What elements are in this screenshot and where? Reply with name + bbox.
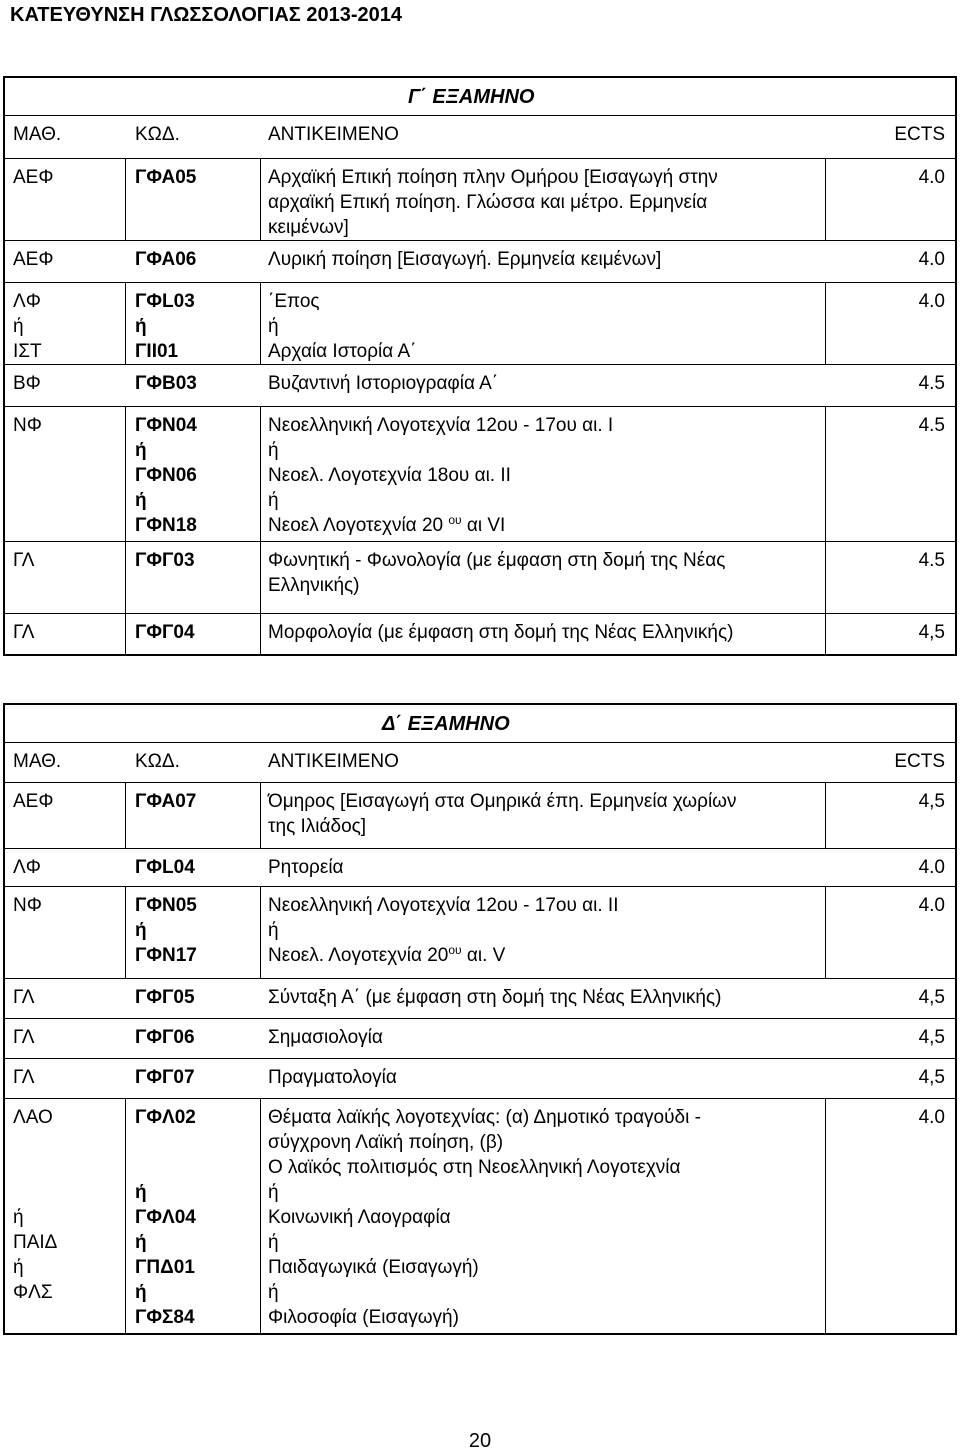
- table-row: [5, 849, 955, 887]
- column-divider: [260, 159, 261, 240]
- column-divider: [125, 887, 126, 978]
- course-title-cell-line: Πραγματολογία: [268, 1067, 397, 1088]
- column-divider: [260, 783, 261, 848]
- course-code-cell-line: ή: [135, 440, 147, 461]
- course-code-cell-line: ΓΦΑ06: [135, 249, 197, 270]
- course-code-cell-line: ή: [135, 1232, 147, 1253]
- course-title-cell-line: Παιδαγωγικά (Εισαγωγή): [268, 1257, 479, 1278]
- course-code-cell-line: ΓΦΓ06: [135, 1027, 195, 1048]
- ects-cell: 4.0: [918, 249, 945, 270]
- course-code-cell: [135, 371, 255, 396]
- header-title: ΑΝΤΙΚΕΙΜΕΝΟ: [268, 751, 399, 772]
- course-title-cell: [268, 371, 808, 396]
- course-title-cell: [268, 1105, 808, 1330]
- subject-area-cell-line: ΓΛ: [13, 1067, 35, 1088]
- course-code-cell-line: [135, 1130, 255, 1155]
- course-title-cell-line: [268, 943, 808, 968]
- course-code-cell-line: ΓΦΝ18: [135, 515, 197, 536]
- table-row: [5, 241, 955, 283]
- ects-cell: 4,5: [918, 1027, 945, 1048]
- subject-area-cell-line: ΓΛ: [13, 550, 35, 571]
- column-divider: [825, 1099, 826, 1333]
- course-code-cell-line: ή: [135, 316, 147, 337]
- subject-area-cell-line: ΙΣΤ: [13, 341, 42, 362]
- semester-title: Δ΄ ΕΞΑΜΗΝΟ: [382, 713, 510, 735]
- ects-cell: 4,5: [918, 622, 945, 643]
- subject-area-cell: [13, 413, 123, 438]
- column-divider: [125, 407, 126, 541]
- header-code: ΚΩΔ.: [135, 124, 180, 145]
- column-divider: [125, 159, 126, 240]
- course-title-cell: [268, 165, 808, 240]
- column-divider: [825, 783, 826, 848]
- course-title-cell-line: Όμηρος [Εισαγωγή στα Ομηρικά έπη. Ερμηνεία χωρίων: [268, 791, 737, 812]
- column-divider: [825, 887, 826, 978]
- subject-area-cell-line: [13, 1155, 123, 1180]
- course-code-cell-line: ΓΦΑ05: [135, 167, 197, 188]
- course-code-cell: [135, 289, 255, 364]
- course-code-cell: [135, 789, 255, 814]
- course-code-cell-line: ΓΦΒ03: [135, 373, 197, 394]
- course-title-cell-line: Ο λαϊκός πολιτισμός στη Νεοελληνική Λογοτεχνία: [268, 1157, 681, 1178]
- subject-area-cell-line: ή: [13, 1207, 24, 1228]
- subject-area-cell: [13, 247, 123, 272]
- course-code-cell: [135, 985, 255, 1010]
- title-text: Νεοελ Λογοτεχνία 20: [268, 515, 449, 536]
- subject-area-cell: [13, 893, 123, 918]
- table-row: [5, 1019, 955, 1059]
- page-number: 20: [468, 1430, 492, 1452]
- subject-area-cell-line: [13, 1180, 123, 1205]
- column-divider: [825, 614, 826, 654]
- course-title-cell-line: Αρχαϊκή Επική ποίηση πλην Ομήρου [Εισαγωγή στην: [268, 167, 718, 188]
- ects-cell: 4,5: [918, 1067, 945, 1088]
- ects-cell: 4.0: [918, 291, 945, 312]
- subject-area-cell-line: ΝΦ: [13, 415, 42, 436]
- title-text: Νεοελ. Λογοτεχνία 20: [268, 945, 449, 966]
- course-title-cell-line: Μορφολογία (με έμφαση στη δομή της Νέας Ελληνικής): [268, 622, 734, 643]
- table-row: [5, 407, 955, 542]
- course-title-cell: [268, 1025, 808, 1050]
- ects-cell: 4,5: [918, 791, 945, 812]
- subject-area-cell: [13, 1065, 123, 1090]
- course-title-cell: [268, 289, 808, 364]
- table-header-row: [5, 116, 955, 159]
- course-title-cell-line: [268, 513, 808, 538]
- header-ects: ECTS: [894, 751, 945, 772]
- header-ects: ECTS: [894, 124, 945, 145]
- course-grid: [3, 743, 957, 1335]
- course-code-cell: [135, 1065, 255, 1090]
- course-title-cell-line: της Ιλιάδος]: [268, 816, 367, 837]
- semester-title-row: [3, 703, 957, 743]
- course-code-cell-line: ΓΦΓ05: [135, 987, 195, 1008]
- course-code-cell: [135, 413, 255, 538]
- subject-area-cell-line: ΛΦ: [13, 291, 41, 312]
- subject-area-cell-line: ΓΛ: [13, 622, 35, 643]
- page-title: ΚΑΤΕΥΘΥΝΣΗ ΓΛΩΣΣΟΛΟΓΙΑΣ 2013-2014: [10, 4, 402, 26]
- subject-area-cell-line: ΓΛ: [13, 987, 35, 1008]
- subject-area-cell-line: ΒΦ: [13, 373, 41, 394]
- course-title-cell-line: Νεοελληνική Λογοτεχνία 12ου - 17ου αι. Ι: [268, 415, 614, 436]
- course-code-cell: [135, 1025, 255, 1050]
- ects-cell: 4.0: [918, 167, 945, 188]
- subject-area-cell: [13, 620, 123, 645]
- column-divider: [260, 283, 261, 364]
- course-title-cell-line: ή: [268, 1282, 279, 1303]
- course-title-cell: [268, 789, 808, 839]
- column-divider: [825, 407, 826, 541]
- table-row: [5, 159, 955, 241]
- course-code-cell-line: ΓΦΝ05: [135, 895, 197, 916]
- column-divider: [260, 542, 261, 613]
- semester-d-table: [3, 703, 957, 1335]
- course-title-cell: [268, 413, 808, 538]
- course-code-cell-line: ή: [135, 1182, 147, 1203]
- course-code-cell-line: ή: [135, 490, 147, 511]
- header-code: ΚΩΔ.: [135, 751, 180, 772]
- subject-area-cell-line: ΑΕΦ: [13, 167, 54, 188]
- course-grid: [3, 116, 957, 656]
- course-title-cell: [268, 247, 808, 272]
- course-code-cell-line: ΓΦΓ03: [135, 550, 195, 571]
- semester-c-table: [3, 76, 957, 656]
- column-divider: [260, 407, 261, 541]
- course-title-cell-line: Ελληνικής): [268, 575, 360, 596]
- course-title-cell-line: Νεοελληνική Λογοτεχνία 12ου - 17ου αι. ΙΙ: [268, 895, 619, 916]
- subject-area-cell-line: ή: [13, 1257, 24, 1278]
- course-code-cell: [135, 1105, 255, 1330]
- column-divider: [260, 1099, 261, 1333]
- ordinal-superscript: ου: [448, 943, 462, 957]
- course-code-cell-line: ΓΠΔ01: [135, 1257, 195, 1278]
- table-row: [5, 614, 955, 656]
- table-row: [5, 783, 955, 849]
- course-title-cell-line: ή: [268, 920, 279, 941]
- course-title-cell: [268, 620, 808, 645]
- subject-area-cell-line: ΛΦ: [13, 857, 41, 878]
- column-divider: [260, 614, 261, 654]
- course-title-cell-line: ή: [268, 440, 279, 461]
- table-row: [5, 887, 955, 979]
- course-code-cell: [135, 855, 255, 880]
- course-code-cell: [135, 893, 255, 968]
- course-title-cell: [268, 548, 808, 598]
- title-text: αι VI: [461, 515, 506, 536]
- course-title-cell-line: Αρχαία Ιστορία Α΄: [268, 341, 417, 362]
- course-title-cell: [268, 855, 808, 880]
- course-code-cell-line: ή: [135, 1282, 147, 1303]
- course-title-cell-line: Λυρική ποίηση [Εισαγωγή. Ερμηνεία κειμένων]: [268, 249, 662, 270]
- table-header-row: [5, 743, 955, 783]
- course-title-cell-line: Θέματα λαϊκής λογοτεχνίας: (α) Δημοτικό τραγούδι -: [268, 1107, 701, 1128]
- course-code-cell-line: ΓΦΓ04: [135, 622, 195, 643]
- subject-area-cell-line: ή: [13, 316, 24, 337]
- course-title-cell: [268, 985, 808, 1010]
- course-title-cell-line: ή: [268, 316, 279, 337]
- ects-cell: 4.5: [918, 373, 945, 394]
- header-title: ΑΝΤΙΚΕΙΜΕΝΟ: [268, 124, 399, 145]
- column-divider: [125, 614, 126, 654]
- course-code-cell-line: ΓΦΝ17: [135, 945, 197, 966]
- course-code-cell: [135, 247, 255, 272]
- course-code-cell: [135, 165, 255, 190]
- subject-area-cell-line: ΝΦ: [13, 895, 42, 916]
- course-code-cell-line: ΓΙΙ01: [135, 341, 179, 362]
- course-title-cell-line: ή: [268, 1232, 279, 1253]
- table-row: [5, 283, 955, 365]
- subject-area-cell-line: ΛΑΟ: [13, 1107, 53, 1128]
- semester-title-row: [3, 76, 957, 116]
- course-title-cell-line: αρχαϊκή Επική ποίηση. Γλώσσα και μέτρο. Ερμηνεία: [268, 192, 708, 213]
- header-mat: ΜΑΘ.: [13, 751, 62, 772]
- column-divider: [825, 159, 826, 240]
- course-title-cell-line: ή: [268, 1182, 279, 1203]
- subject-area-cell: [13, 289, 123, 364]
- course-title-cell-line: Κοινωνική Λαογραφία: [268, 1207, 451, 1228]
- ects-cell: 4.5: [918, 415, 945, 436]
- subject-area-cell: [13, 1025, 123, 1050]
- course-code-cell: [135, 620, 255, 645]
- subject-area-cell-line: ΠΑΙΔ: [13, 1232, 58, 1253]
- title-text: αι. V: [461, 945, 506, 966]
- column-divider: [825, 283, 826, 364]
- table-row: [5, 365, 955, 407]
- column-divider: [260, 887, 261, 978]
- course-code-cell-line: ΓΦΣ84: [135, 1307, 195, 1328]
- subject-area-cell-line: ΓΛ: [13, 1027, 35, 1048]
- subject-area-cell-line: ΑΕΦ: [13, 791, 54, 812]
- semester-title: Γ΄ ΕΞΑΜΗΝΟ: [408, 86, 535, 108]
- ects-cell: 4,5: [918, 987, 945, 1008]
- subject-area-cell: [13, 1105, 123, 1305]
- course-code-cell-line: ΓΦΑ07: [135, 791, 197, 812]
- table-row: [5, 1059, 955, 1099]
- course-title-cell-line: ή: [268, 490, 279, 511]
- course-title-cell-line: Ρητορεία: [268, 857, 344, 878]
- column-divider: [125, 1099, 126, 1333]
- ordinal-superscript: ου: [448, 513, 462, 527]
- course-title-cell-line: σύγχρονη Λαϊκή ποίηση, (β): [268, 1132, 504, 1153]
- subject-area-cell: [13, 789, 123, 814]
- ects-cell: 4.0: [918, 895, 945, 916]
- course-title-cell-line: Σύνταξη Α΄ (με έμφαση στη δομή της Νέας Ελληνικής): [268, 987, 722, 1008]
- course-title-cell-line: ΄Επος: [268, 291, 320, 312]
- subject-area-cell-line: ΦΛΣ: [13, 1282, 53, 1303]
- subject-area-cell: [13, 165, 123, 190]
- course-title-cell-line: Φιλοσοφία (Εισαγωγή): [268, 1307, 459, 1328]
- column-divider: [125, 542, 126, 613]
- subject-area-cell: [13, 548, 123, 573]
- table-row: [5, 542, 955, 614]
- subject-area-cell-line: [13, 1130, 123, 1155]
- course-code-cell-line: ΓΦΛ02: [135, 1107, 196, 1128]
- column-divider: [825, 542, 826, 613]
- course-code-cell-line: ΓΦΛ04: [135, 1207, 196, 1228]
- column-divider: [125, 283, 126, 364]
- course-title-cell-line: κειμένων]: [268, 217, 349, 238]
- course-title-cell-line: Βυζαντινή Ιστοριογραφία Α΄: [268, 373, 499, 394]
- header-mat: ΜΑΘ.: [13, 124, 62, 145]
- table-row: [5, 1099, 955, 1335]
- subject-area-cell-line: ΑΕΦ: [13, 249, 54, 270]
- course-code-cell-line: ΓΦΝ06: [135, 465, 197, 486]
- subject-area-cell: [13, 985, 123, 1010]
- table-row: [5, 979, 955, 1019]
- course-code-cell-line: ΓΦL04: [135, 857, 195, 878]
- course-title-cell: [268, 893, 808, 968]
- course-code-cell-line: [135, 1155, 255, 1180]
- course-code-cell: [135, 548, 255, 573]
- column-divider: [125, 783, 126, 848]
- ects-cell: 4.0: [918, 857, 945, 878]
- course-code-cell-line: ή: [135, 920, 147, 941]
- course-title-cell-line: Νεοελ. Λογοτεχνία 18ου αι. ΙΙ: [268, 465, 511, 486]
- course-title-cell-line: Φωνητική - Φωνολογία (με έμφαση στη δομή της Νέας: [268, 550, 726, 571]
- subject-area-cell: [13, 371, 123, 396]
- course-code-cell-line: ΓΦL03: [135, 291, 195, 312]
- course-title-cell-line: Σημασιολογία: [268, 1027, 383, 1048]
- course-title-cell: [268, 1065, 808, 1090]
- ects-cell: 4.0: [918, 1107, 945, 1128]
- course-code-cell-line: ΓΦΝ04: [135, 415, 197, 436]
- course-code-cell-line: ΓΦΓ07: [135, 1067, 195, 1088]
- subject-area-cell: [13, 855, 123, 880]
- ects-cell: 4.5: [918, 550, 945, 571]
